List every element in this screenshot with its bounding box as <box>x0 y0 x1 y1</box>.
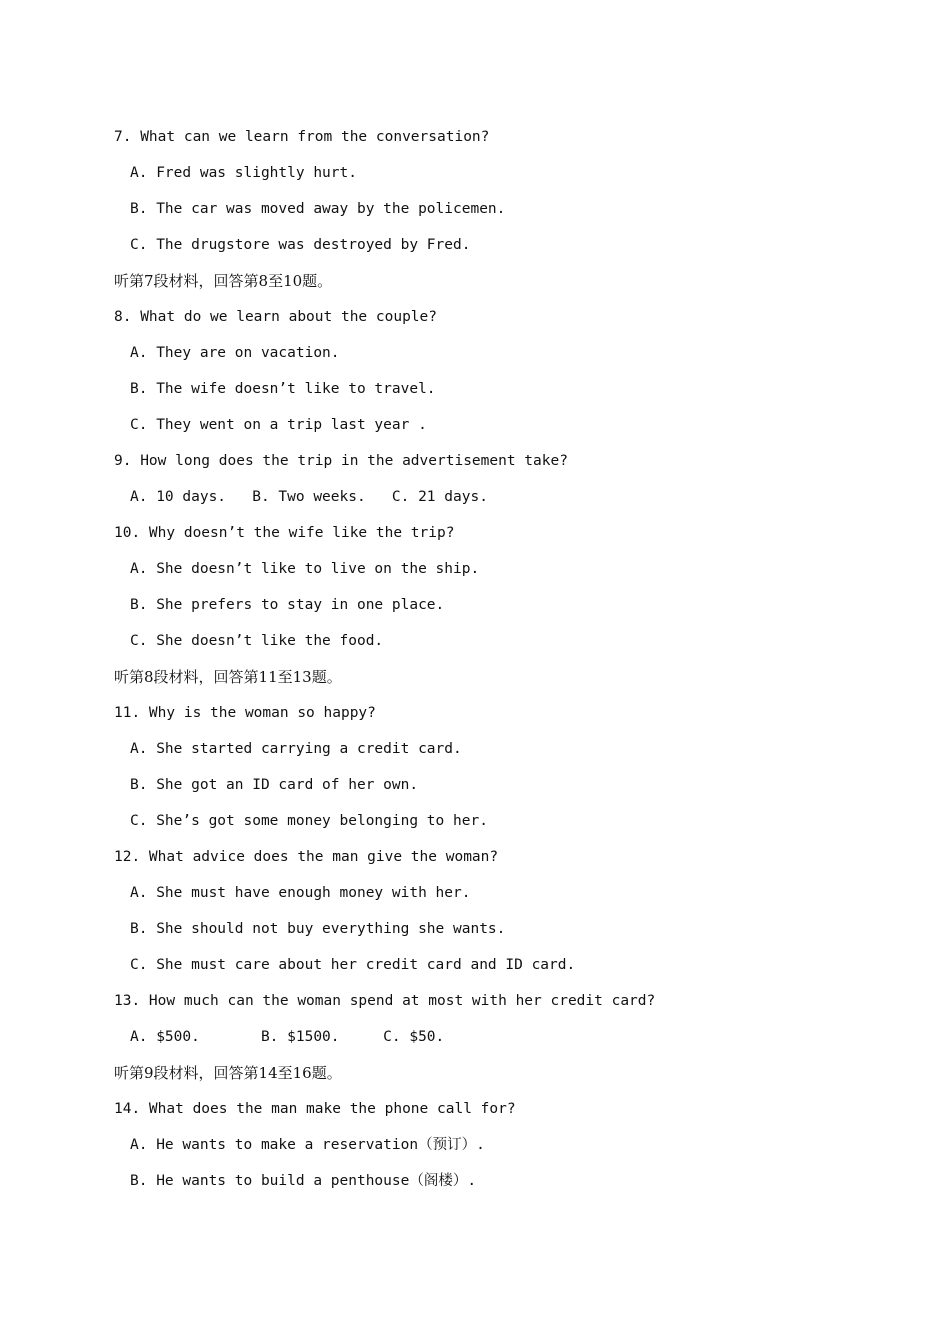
option-14a: A. He wants to make a reservation（预订）. <box>130 1137 485 1153</box>
question-9: 9. How long does the trip in the advertisement take? <box>114 453 568 469</box>
option-12c: C. She must care about her credit card and ID card. <box>130 957 576 973</box>
question-11: 11. Why is the woman so happy? <box>114 705 376 721</box>
option-7a: A. Fred was slightly hurt. <box>130 165 357 181</box>
question-13: 13. How much can the woman spend at most with her credit card? <box>114 993 656 1009</box>
question-12: 12. What advice does the man give the woman? <box>114 849 499 865</box>
question-14: 14. What does the man make the phone call for? <box>114 1101 516 1117</box>
option-10a: A. She doesn’t like to live on the ship. <box>130 561 480 577</box>
section-heading-9: 听第9段材料，回答第14至16题。 <box>114 1064 342 1082</box>
option-8b: B. The wife doesn’t like to travel. <box>130 381 436 397</box>
option-11c: C. She’s got some money belonging to her. <box>130 813 488 829</box>
option-8a: A. They are on vacation. <box>130 345 340 361</box>
option-8c: C. They went on a trip last year . <box>130 417 427 433</box>
question-10: 10. Why doesn’t the wife like the trip? <box>114 525 455 541</box>
option-12b: B. She should not buy everything she wants. <box>130 921 506 937</box>
option-7b: B. The car was moved away by the policemen. <box>130 201 506 217</box>
question-8: 8. What do we learn about the couple? <box>114 309 438 325</box>
option-11a: A. She started carrying a credit card. <box>130 741 462 757</box>
option-11b: B. She got an ID card of her own. <box>130 777 419 793</box>
options-13: A. $500. B. $1500. C. $50. <box>130 1029 445 1045</box>
section-heading-8: 听第8段材料，回答第11至13题。 <box>114 668 342 686</box>
section-heading-7: 听第7段材料，回答第8至10题。 <box>114 272 333 290</box>
option-7c: C. The drugstore was destroyed by Fred. <box>130 237 471 253</box>
option-14b: B. He wants to build a penthouse（阁楼）. <box>130 1173 477 1189</box>
option-10b: B. She prefers to stay in one place. <box>130 597 445 613</box>
question-list <box>114 119 894 1199</box>
question-7: 7. What can we learn from the conversation? <box>114 129 490 145</box>
option-10c: C. She doesn’t like the food. <box>130 633 384 649</box>
option-12a: A. She must have enough money with her. <box>130 885 471 901</box>
options-9: A. 10 days. B. Two weeks. C. 21 days. <box>130 489 488 505</box>
